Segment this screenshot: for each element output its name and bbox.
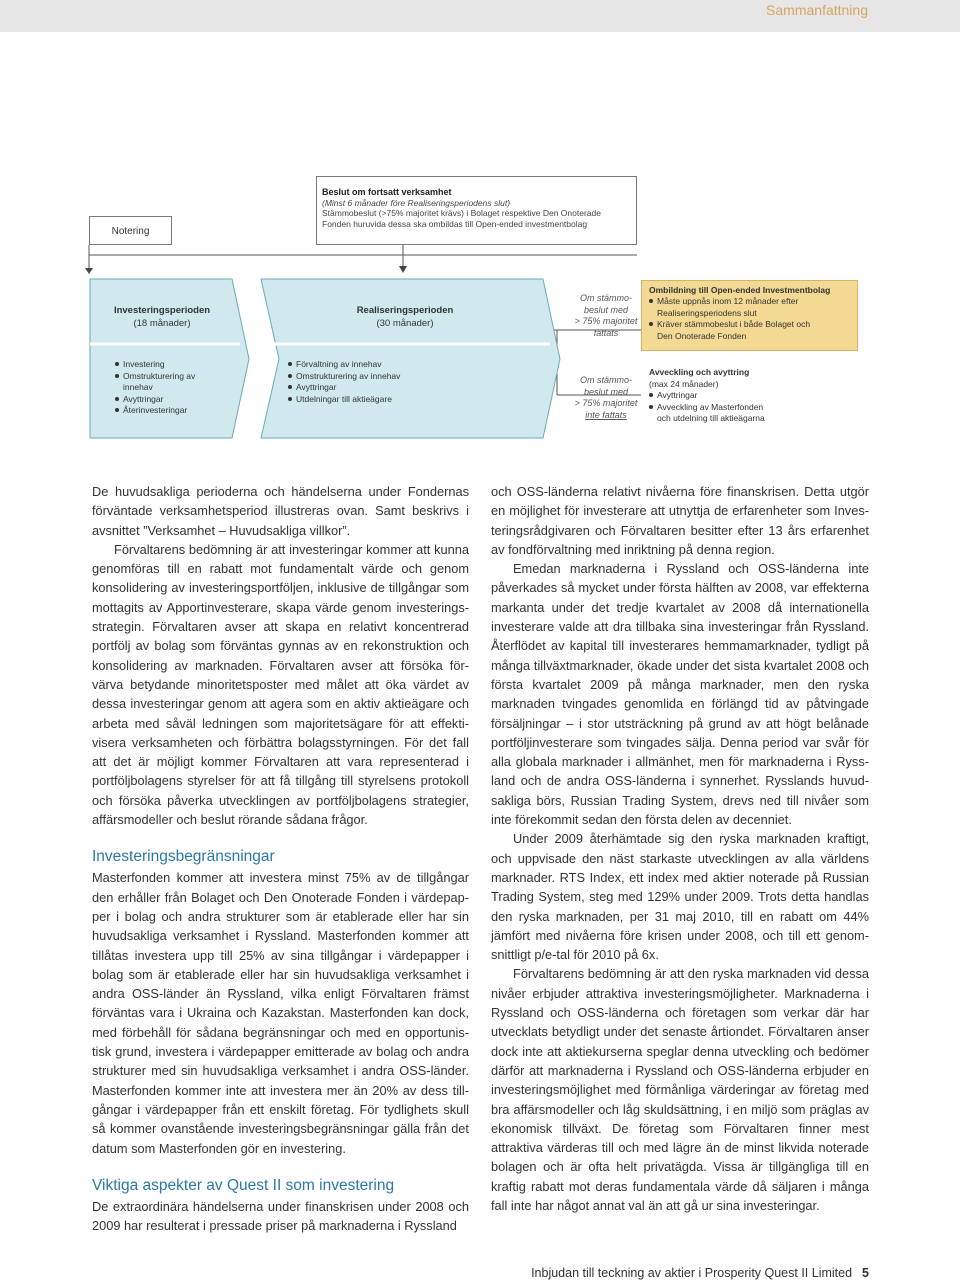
list-item: Återinvesteringar <box>115 405 225 417</box>
condition-line: fattats <box>593 327 619 338</box>
left-paragraph-3: Masterfonden kommer att investera minst 75% av de tillgångar den erhåller från Bolaget och Den Onoterade Fonden i värdepapper i bolag och andra strukturer som är etablerade eller har sin huvudsakliga verksamhet i Ryssland. Masterfonden kommer att tillåtas investera upp till 25% av sina tillgångar i värdepapper i bolag som är etablerade eller har sin huvudsakliga verksamhet i andra OSS-länder än Ryssland, vilka enligt Förvaltaren främst förväntas vara i Ukraina och Kazakstan. Masterfonden kan dock, med förbehåll för sådana begränsningar och med en opportunistisk grund, investera i värdepapper emitterade av bolag och andra strukturer med sin huvudsakliga verksamhet i andra OSS-länder. Masterfonden kommer inte att investera mer än 20% av dess tillgångar i värdepapper från ett enskilt företag. För tydlighets skull så kommer ovanstående investeringsbegränsningar gälla från det datum som Masterfonden gör en investering. <box>92 870 469 1156</box>
heading-investeringsbegransningar: Investeringsbegränsningar <box>92 848 275 866</box>
openended-title: Ombildning till Open-ended Investmentbolag <box>649 285 831 295</box>
left-column <box>92 482 469 1235</box>
condition-line: Om stämmo- <box>579 293 632 303</box>
left-paragraph-1: De huvudsakliga perioderna och händelserna under Fondernas förväntade verksamhetsperiod illustreras ovan. Samt beskrivs i avsnittet ”Verksamhet – Huvudsakliga villkor”. <box>92 484 469 538</box>
list-item: Kräver stämmobeslut i både Bolaget och <box>649 319 851 331</box>
notering-box <box>89 216 172 245</box>
condition-line: Om stämmo- <box>579 375 632 385</box>
investeringsperiod-title: Investeringsperioden <box>113 305 211 316</box>
list-item: Utdelningar till aktieägare <box>288 394 488 406</box>
right-column <box>491 482 869 1215</box>
page-number: 5 <box>862 1266 869 1280</box>
condition-line: beslut med <box>583 304 629 315</box>
right-paragraph-1: och OSS-länderna relativt nivåerna före finanskrisen. Detta utgör en möjlighet för investerare att utnyttja de erfarenheter som Investeringsrådgivaren och Förvaltaren besitter efter 13 års erfarenhet av fondförvaltning med inriktning på denna region. <box>491 484 869 557</box>
notering-label: Notering <box>111 226 150 237</box>
timeline-arrow-left <box>85 268 93 274</box>
list-item: Den Onoterade Fonden <box>657 330 747 341</box>
right-paragraph-4: Förvaltarens bedömning är att den ryska marknaden vid dessa nivåer erbjuder attraktiva investeringsmöjligheter. Marknaderna i Ryssland och OSS-länderna och företagen som verkar där har utvecklats betydligt under det senaste årtiondet. Förvaltaren anser dock inte att aktiekurserna speglar denna utveckling och bedömer därför att marknaderna i Ryssland och OSS-länderna erbjuder en investeringsmöjlighet med förmånliga värderingar av företag med bra affärsmodeller och låg skuldsättning, i en miljö som präglas av ekonomisk tillväxt. De företag som Förvaltaren finner mest attraktiva värderas till och med lägre än de minst likvida noterade bolagen och är ofta helt privatägda. Vissa är tillgängliga till en kraftig rabatt mot deras fundamentala värde då säljaren i många fall inte har något annat val än att gå ur sina investeringar. <box>491 966 869 1213</box>
list-item: Avyttringar <box>649 390 869 402</box>
avveckling-duration: (max 24 månader) <box>649 378 719 389</box>
list-item: Avyttringar <box>115 394 225 406</box>
page-footer <box>520 1266 869 1280</box>
avveckling-block <box>641 367 869 425</box>
list-item: Måste uppnås inom 12 månader efter <box>649 296 851 308</box>
beslut-title: Beslut om fortsatt verksamhet <box>322 187 452 197</box>
condition-rejected <box>570 375 642 421</box>
condition-line: inte fattats <box>585 409 627 420</box>
investeringsperiod-list <box>115 359 225 417</box>
list-item: Realiseringsperiodens slut <box>657 307 757 318</box>
list-item: Omstrukturering av innehav <box>288 371 488 383</box>
list-item: innehav <box>123 382 153 392</box>
timeline-arrow-mid <box>399 266 407 273</box>
realiseringsperiod-list <box>288 359 488 405</box>
avveckling-title: Avveckling och avyttring <box>649 367 750 377</box>
section-label: Sammanfattning <box>766 2 868 18</box>
list-item: Omstrukturering av <box>115 371 225 383</box>
realiseringsperiod-heading <box>330 304 480 330</box>
condition-line: > 75% majoritet <box>574 316 638 326</box>
condition-line: > 75% majoritet <box>574 398 638 408</box>
list-item: Avyttringar <box>288 382 488 394</box>
heading-viktiga-aspekter: Viktiga aspekter av Quest II som investering <box>92 1176 395 1194</box>
list-item: och utdelning till aktieägarna <box>657 413 765 423</box>
left-paragraph-4: De extraordinära händelserna under finanskrisen under 2008 och 2009 har resulterat i pressade priser på marknaderna i Ryssland <box>92 1198 469 1234</box>
realiseringsperiod-duration: (30 månader) <box>376 318 434 329</box>
beslut-line-1: Stämmobeslut (>75% majoritet krävs) i Bolaget respektive Den Onoterade <box>322 208 601 218</box>
footer-text: Inbjudan till teckning av aktier i Prosperity Quest II Limited <box>531 1266 853 1280</box>
beslut-subtitle: (Minst 6 månader före Realiseringsperiodens slut) <box>322 197 511 208</box>
openended-list <box>649 296 851 342</box>
list-item: Förvaltning av innehav <box>288 359 488 371</box>
right-paragraph-3: Under 2009 återhämtade sig den ryska marknaden kraftigt, och uppvisade den näst starkaste utvecklingen av alla världens marknader. RTS Index, ett index med aktier noterade på Russian Trading System, steg med 129% under 2009. Trots detta handlas den ryska marknaden, per 31 maj 2010, till en rabatt om 44% jämfört med nivåerna före krisen under 2008, och till ett genomsnittligt p/e-tal för 2010 på 6x. <box>491 831 869 963</box>
list-item: Avveckling av Masterfonden <box>649 402 869 414</box>
investeringsperiod-duration: (18 månader) <box>133 318 191 329</box>
realiseringsperiod-title: Realiseringsperioden <box>356 305 454 316</box>
investeringsperiod-heading <box>96 304 228 330</box>
condition-line: beslut med <box>583 386 629 397</box>
left-paragraph-2: Förvaltarens bedömning är att investeringar kommer att kunna genomföras till en rabatt mot fundamentalt värde och genom konsolidering av investeringsportföljen, inklusive de tillgångar som mottagits av Apportinvesterare, skapa värde genom investeringsstrategin. Förvaltaren avser att skapa en relativt koncentrerad portfölj av bolag som förväntas gynnas av en rekonstruktion och konsolidering av marknaden. Förvaltaren avser att försöka förvärva betydande minoritetsposter med målet att öka värdet av dessa investeringar genom att agera som en aktiv aktieägare och arbeta med såväl ledningen som majoritetsägare för att effektivisera verksamheten och förbättra bolagsstyrningen. För det fall att det är möjligt kommer Förvaltaren att vara representerad i portföljbolagens styrelser för att få tillgång till styrelsens protokoll och försöka påverka utvecklingen av portföljbolagens strategier, affärsmodeller och beslut rörande sådana frågor. <box>92 541 469 828</box>
condition-approved <box>570 293 642 339</box>
openended-box <box>641 280 858 351</box>
avveckling-list <box>649 390 869 425</box>
beslut-box <box>316 176 637 245</box>
list-item: Investering <box>115 359 225 371</box>
right-paragraph-2: Emedan marknaderna i Ryssland och OSS-länderna inte påverkades så mycket under första hälften av 2008, var effekterna markanta under det tredje kvartalet av 2008 då internationella investerare valde att dra tillbaka sina investeringar från Ryssland. Återflödet av kapital till investerares hemmamarknader, tydligt på många tillväxtmarknader, ökade under det sista kvartalet 2008 och första kvartalet 2009 på många marknader, men den ryska marknaden tvingades genomlida en förlängd tid av påtvingade försäljningar – i stor utsträckning på grund av att högt belånade portföljinvesterare som tvingades sälja. Denna period var svår för alla globala marknader i allmänhet, men för marknaderna i Ryssland och de andra OSS-länderna i synnerhet. Rysslands huvudsakliga börs, Russian Trading System, drevs ned till nivåer som inte förekommit sedan den första delen av decenniet. <box>491 561 869 828</box>
beslut-line-2: Fonden huruvida dessa ska ombildas till Open-ended investmentbolag <box>322 218 588 229</box>
